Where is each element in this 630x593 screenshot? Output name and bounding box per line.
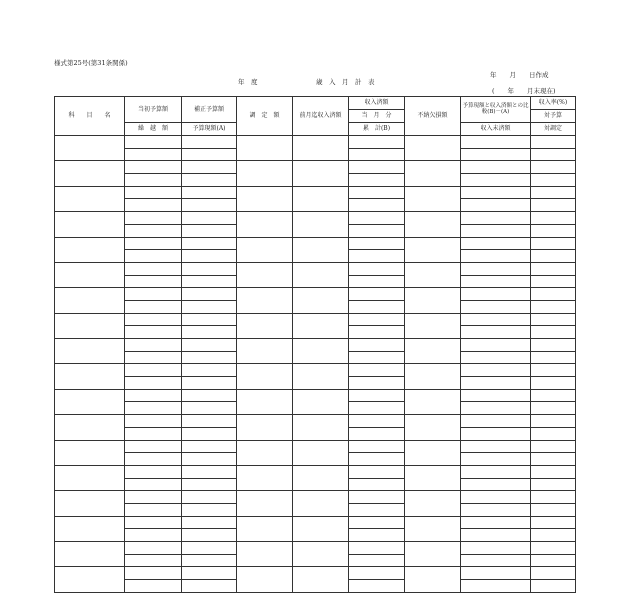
table-cell[interactable]: [293, 212, 349, 237]
table-cell[interactable]: [293, 237, 349, 262]
table-cell[interactable]: [461, 136, 531, 149]
table-cell[interactable]: [182, 148, 237, 161]
table-cell[interactable]: [531, 465, 576, 478]
table-cell[interactable]: [405, 542, 461, 567]
table-cell[interactable]: [349, 148, 405, 161]
table-cell[interactable]: [125, 542, 182, 555]
table-cell[interactable]: [349, 478, 405, 491]
header-receipt-rate: 収入率(%): [531, 97, 576, 110]
table-cell[interactable]: [125, 465, 182, 478]
table-row: [55, 389, 576, 402]
table-cell[interactable]: [405, 440, 461, 465]
table-cell[interactable]: [349, 453, 405, 466]
table-cell[interactable]: [461, 262, 531, 275]
table-cell[interactable]: [237, 313, 293, 338]
table-cell[interactable]: [349, 503, 405, 516]
table-cell[interactable]: [349, 364, 405, 377]
table-cell[interactable]: [182, 212, 237, 225]
table-cell[interactable]: [182, 199, 237, 212]
table-cell[interactable]: [531, 199, 576, 212]
table-cell[interactable]: [182, 427, 237, 440]
table-cell[interactable]: [461, 516, 531, 529]
table-cell[interactable]: [182, 237, 237, 250]
table-cell[interactable]: [531, 288, 576, 301]
table-cell[interactable]: [182, 339, 237, 352]
table-cell[interactable]: [182, 161, 237, 174]
table-cell[interactable]: [531, 174, 576, 187]
table-cell[interactable]: [349, 300, 405, 313]
table-cell[interactable]: [293, 339, 349, 364]
table-cell[interactable]: [182, 503, 237, 516]
table-cell[interactable]: [531, 237, 576, 250]
table-cell[interactable]: [125, 300, 182, 313]
table-cell[interactable]: [182, 567, 237, 580]
table-cell[interactable]: [182, 516, 237, 529]
table-cell[interactable]: [293, 440, 349, 465]
table-cell[interactable]: [55, 364, 125, 389]
table-cell[interactable]: [237, 186, 293, 211]
table-cell[interactable]: [349, 377, 405, 390]
table-cell[interactable]: [461, 326, 531, 339]
table-cell[interactable]: [531, 529, 576, 542]
table-cell[interactable]: [349, 389, 405, 402]
table-cell[interactable]: [182, 351, 237, 364]
table-row: [55, 161, 576, 174]
table-cell[interactable]: [182, 529, 237, 542]
table-row: [55, 440, 576, 453]
table-cell[interactable]: [405, 288, 461, 313]
table-cell[interactable]: [125, 364, 182, 377]
table-cell[interactable]: [405, 212, 461, 237]
table-cell[interactable]: [125, 186, 182, 199]
table-cell[interactable]: [349, 554, 405, 567]
table-cell[interactable]: [531, 339, 576, 352]
header-this-month: 当 月 分: [349, 110, 405, 123]
table-cell[interactable]: [125, 389, 182, 402]
table-cell[interactable]: [55, 186, 125, 211]
table-cell[interactable]: [531, 212, 576, 225]
table-cell[interactable]: [461, 542, 531, 555]
table-cell[interactable]: [293, 136, 349, 161]
header-item-name: 科 目 名: [55, 97, 125, 136]
table-cell[interactable]: [531, 402, 576, 415]
table-cell[interactable]: [55, 288, 125, 313]
table-cell[interactable]: [349, 224, 405, 237]
table-row: [55, 136, 576, 149]
table-cell[interactable]: [55, 440, 125, 465]
table-cell[interactable]: [182, 465, 237, 478]
table-cell[interactable]: [349, 427, 405, 440]
table-cell[interactable]: [531, 250, 576, 263]
table-cell[interactable]: [531, 427, 576, 440]
table-cell[interactable]: [531, 364, 576, 377]
table-cell[interactable]: [125, 491, 182, 504]
table-cell[interactable]: [293, 161, 349, 186]
table-cell[interactable]: [55, 465, 125, 490]
header-budget-current: 予算現額(A): [182, 123, 237, 136]
table-cell[interactable]: [461, 237, 531, 250]
table-cell[interactable]: [461, 250, 531, 263]
table-cell[interactable]: [461, 453, 531, 466]
table-cell[interactable]: [349, 275, 405, 288]
table-cell[interactable]: [349, 415, 405, 428]
table-cell[interactable]: [461, 503, 531, 516]
table-cell[interactable]: [125, 415, 182, 428]
table-cell[interactable]: [237, 491, 293, 516]
table-cell[interactable]: [125, 275, 182, 288]
table-cell[interactable]: [293, 415, 349, 440]
table-cell[interactable]: [182, 389, 237, 402]
table-cell[interactable]: [125, 288, 182, 301]
table-cell[interactable]: [461, 491, 531, 504]
table-cell[interactable]: [182, 580, 237, 593]
table-cell[interactable]: [293, 516, 349, 541]
table-cell[interactable]: [182, 554, 237, 567]
table-cell[interactable]: [182, 250, 237, 263]
table-cell[interactable]: [182, 326, 237, 339]
table-cell[interactable]: [55, 567, 125, 592]
table-cell[interactable]: [349, 465, 405, 478]
table-cell[interactable]: [55, 262, 125, 287]
table-row: [55, 567, 576, 580]
table-cell[interactable]: [531, 440, 576, 453]
table-cell[interactable]: [293, 262, 349, 287]
table-cell[interactable]: [405, 491, 461, 516]
table-cell[interactable]: [531, 377, 576, 390]
table-cell[interactable]: [405, 161, 461, 186]
table-cell[interactable]: [531, 262, 576, 275]
table-cell[interactable]: [461, 554, 531, 567]
table-cell[interactable]: [125, 237, 182, 250]
table-cell[interactable]: [405, 465, 461, 490]
table-cell[interactable]: [125, 148, 182, 161]
table-cell[interactable]: [349, 186, 405, 199]
table-cell[interactable]: [125, 580, 182, 593]
table-cell[interactable]: [461, 161, 531, 174]
table-cell[interactable]: [182, 186, 237, 199]
table-cell[interactable]: [55, 161, 125, 186]
table-cell[interactable]: [125, 212, 182, 225]
table-cell[interactable]: [461, 212, 531, 225]
table-cell[interactable]: [55, 136, 125, 161]
table-cell[interactable]: [125, 351, 182, 364]
table-cell[interactable]: [531, 313, 576, 326]
table-cell[interactable]: [182, 136, 237, 149]
table-cell[interactable]: [125, 402, 182, 415]
table-cell[interactable]: [349, 136, 405, 149]
table-cell[interactable]: [531, 148, 576, 161]
table-cell[interactable]: [125, 427, 182, 440]
table-cell[interactable]: [55, 237, 125, 262]
table-cell[interactable]: [125, 516, 182, 529]
table-cell[interactable]: [125, 453, 182, 466]
table-cell[interactable]: [293, 465, 349, 490]
table-cell[interactable]: [182, 364, 237, 377]
table-cell[interactable]: [293, 186, 349, 211]
table-cell[interactable]: [461, 300, 531, 313]
table-cell[interactable]: [531, 275, 576, 288]
table-cell[interactable]: [237, 415, 293, 440]
table-cell[interactable]: [182, 262, 237, 275]
table-cell[interactable]: [405, 136, 461, 161]
table-cell[interactable]: [182, 275, 237, 288]
table-cell[interactable]: [237, 161, 293, 186]
table-cell[interactable]: [125, 377, 182, 390]
table-cell[interactable]: [461, 415, 531, 428]
table-cell[interactable]: [461, 440, 531, 453]
table-cell[interactable]: [531, 415, 576, 428]
table-cell[interactable]: [349, 580, 405, 593]
table-row: [55, 237, 576, 250]
table-cell[interactable]: [531, 326, 576, 339]
table-cell[interactable]: [349, 491, 405, 504]
table-cell[interactable]: [55, 389, 125, 414]
table-cell[interactable]: [349, 262, 405, 275]
table-row: [55, 542, 576, 555]
table-cell[interactable]: [349, 339, 405, 352]
table-cell[interactable]: [461, 339, 531, 352]
table-cell[interactable]: [55, 542, 125, 567]
table-cell[interactable]: [125, 136, 182, 149]
table-cell[interactable]: [125, 262, 182, 275]
table-row: [55, 288, 576, 301]
table-cell[interactable]: [182, 478, 237, 491]
table-cell[interactable]: [55, 313, 125, 338]
table-cell[interactable]: [182, 313, 237, 326]
table-cell[interactable]: [237, 288, 293, 313]
table-cell[interactable]: [125, 224, 182, 237]
table-cell[interactable]: [405, 313, 461, 338]
table-cell[interactable]: [461, 364, 531, 377]
table-cell[interactable]: [182, 174, 237, 187]
table-cell[interactable]: [125, 199, 182, 212]
table-cell[interactable]: [461, 427, 531, 440]
table-cell[interactable]: [349, 529, 405, 542]
table-cell[interactable]: [125, 174, 182, 187]
header-carryover: 繰 越 額: [125, 123, 182, 136]
table-cell[interactable]: [349, 440, 405, 453]
table-cell[interactable]: [405, 237, 461, 262]
table-cell[interactable]: [349, 402, 405, 415]
table-cell[interactable]: [531, 542, 576, 555]
table-cell[interactable]: [531, 567, 576, 580]
table-cell[interactable]: [349, 212, 405, 225]
table-cell[interactable]: [349, 516, 405, 529]
header-uncollectible: 不納欠損額: [405, 97, 461, 136]
table-cell[interactable]: [461, 148, 531, 161]
table-cell[interactable]: [531, 136, 576, 149]
table-cell[interactable]: [125, 529, 182, 542]
table-cell[interactable]: [531, 300, 576, 313]
table-cell[interactable]: [125, 440, 182, 453]
table-cell[interactable]: [531, 351, 576, 364]
fiscal-year: 年 度: [238, 78, 258, 86]
table-cell[interactable]: [125, 503, 182, 516]
table-row: [55, 262, 576, 275]
table-cell[interactable]: [405, 186, 461, 211]
table-cell[interactable]: [531, 478, 576, 491]
table-cell[interactable]: [125, 313, 182, 326]
table-cell[interactable]: [349, 542, 405, 555]
table-cell[interactable]: [125, 554, 182, 567]
table-cell[interactable]: [55, 516, 125, 541]
table-cell[interactable]: [182, 402, 237, 415]
table-cell[interactable]: [349, 326, 405, 339]
table-cell[interactable]: [55, 491, 125, 516]
table-cell[interactable]: [182, 288, 237, 301]
table-row: [55, 364, 576, 377]
table-row: [55, 491, 576, 504]
table-cell[interactable]: [461, 580, 531, 593]
table-cell[interactable]: [461, 313, 531, 326]
table-cell[interactable]: [55, 415, 125, 440]
table-cell[interactable]: [237, 364, 293, 389]
table-cell[interactable]: [531, 516, 576, 529]
table-cell[interactable]: [182, 415, 237, 428]
table-cell[interactable]: [237, 567, 293, 592]
table-cell[interactable]: [125, 326, 182, 339]
table-cell[interactable]: [55, 212, 125, 237]
table-cell[interactable]: [405, 364, 461, 389]
table-cell[interactable]: [461, 389, 531, 402]
table-cell[interactable]: [125, 567, 182, 580]
header-assessed: 調 定 額: [237, 97, 293, 136]
table-cell[interactable]: [405, 262, 461, 287]
table-cell[interactable]: [182, 542, 237, 555]
table-cell[interactable]: [182, 300, 237, 313]
table-cell[interactable]: [125, 478, 182, 491]
table-cell[interactable]: [182, 453, 237, 466]
form-title: 歳 入 月 計 表: [316, 78, 375, 86]
style-number: 様式第25号(第31条関係): [54, 59, 128, 67]
table-cell[interactable]: [237, 542, 293, 567]
table-cell[interactable]: [182, 377, 237, 390]
table-cell[interactable]: [461, 275, 531, 288]
table-row: [55, 516, 576, 529]
table-cell[interactable]: [461, 174, 531, 187]
date-prepared: 年 月 日作成: [490, 71, 549, 79]
header-cumulative: 累 計(B): [349, 123, 405, 136]
table-cell[interactable]: [349, 250, 405, 263]
table-cell[interactable]: [293, 491, 349, 516]
table-cell[interactable]: [293, 567, 349, 592]
table-cell[interactable]: [461, 529, 531, 542]
table-cell[interactable]: [349, 199, 405, 212]
header-vs-budget: 対予算: [531, 110, 576, 123]
table-cell[interactable]: [237, 136, 293, 161]
table-cell[interactable]: [461, 465, 531, 478]
table-cell[interactable]: [55, 339, 125, 364]
table-cell[interactable]: [293, 364, 349, 389]
table-cell[interactable]: [237, 516, 293, 541]
header-received: 収入済額: [349, 97, 405, 110]
table-cell[interactable]: [531, 161, 576, 174]
table-cell[interactable]: [405, 516, 461, 541]
header-unreceived: 収入未済額: [461, 123, 531, 136]
table-cell[interactable]: [461, 478, 531, 491]
table-cell[interactable]: [405, 567, 461, 592]
table-cell[interactable]: [237, 465, 293, 490]
table-cell[interactable]: [461, 199, 531, 212]
table-cell[interactable]: [237, 262, 293, 287]
table-cell[interactable]: [349, 174, 405, 187]
table-cell[interactable]: [349, 351, 405, 364]
table-cell[interactable]: [461, 402, 531, 415]
table-row: [55, 212, 576, 225]
table-cell[interactable]: [461, 567, 531, 580]
table-cell[interactable]: [237, 212, 293, 237]
table-cell[interactable]: [461, 288, 531, 301]
table-cell[interactable]: [237, 440, 293, 465]
table-cell[interactable]: [531, 554, 576, 567]
table-cell[interactable]: [293, 389, 349, 414]
table-cell[interactable]: [182, 491, 237, 504]
table-cell[interactable]: [461, 351, 531, 364]
table-cell[interactable]: [531, 580, 576, 593]
table-row: [55, 186, 576, 199]
table-cell[interactable]: [293, 288, 349, 313]
table-cell[interactable]: [349, 237, 405, 250]
header-comparison: 予算現額と収入済額との比較(B)－(A): [461, 97, 531, 123]
table-cell[interactable]: [349, 313, 405, 326]
table-cell[interactable]: [531, 224, 576, 237]
header-supplementary-budget: 補正予算額: [182, 97, 237, 123]
table-cell[interactable]: [405, 389, 461, 414]
table-cell[interactable]: [531, 389, 576, 402]
table-cell[interactable]: [461, 186, 531, 199]
table-cell[interactable]: [293, 313, 349, 338]
table-cell[interactable]: [405, 415, 461, 440]
header-initial-budget: 当初予算額: [125, 97, 182, 123]
revenue-monthly-table: [54, 96, 576, 593]
table-cell[interactable]: [293, 542, 349, 567]
header-vs-assessed: 対調定: [531, 123, 576, 136]
table-cell[interactable]: [531, 491, 576, 504]
table-cell[interactable]: [349, 161, 405, 174]
table-cell[interactable]: [125, 339, 182, 352]
header-prev-month-received: 前月迄収入済額: [293, 97, 349, 136]
table-cell[interactable]: [531, 453, 576, 466]
table-cell[interactable]: [461, 224, 531, 237]
table-cell[interactable]: [349, 567, 405, 580]
table-cell[interactable]: [125, 250, 182, 263]
table-row: [55, 313, 576, 326]
table-cell[interactable]: [125, 161, 182, 174]
table-cell[interactable]: [461, 377, 531, 390]
table-cell[interactable]: [349, 288, 405, 301]
table-cell[interactable]: [237, 389, 293, 414]
table-row: [55, 415, 576, 428]
table-cell[interactable]: [237, 237, 293, 262]
table-row: [55, 339, 576, 352]
as-of-date: ( 年 月末現在): [492, 87, 556, 95]
table-cell[interactable]: [405, 339, 461, 364]
table-cell[interactable]: [182, 224, 237, 237]
table-cell[interactable]: [531, 503, 576, 516]
table-cell[interactable]: [531, 186, 576, 199]
table-row: [55, 465, 576, 478]
table-cell[interactable]: [237, 339, 293, 364]
table-cell[interactable]: [182, 440, 237, 453]
